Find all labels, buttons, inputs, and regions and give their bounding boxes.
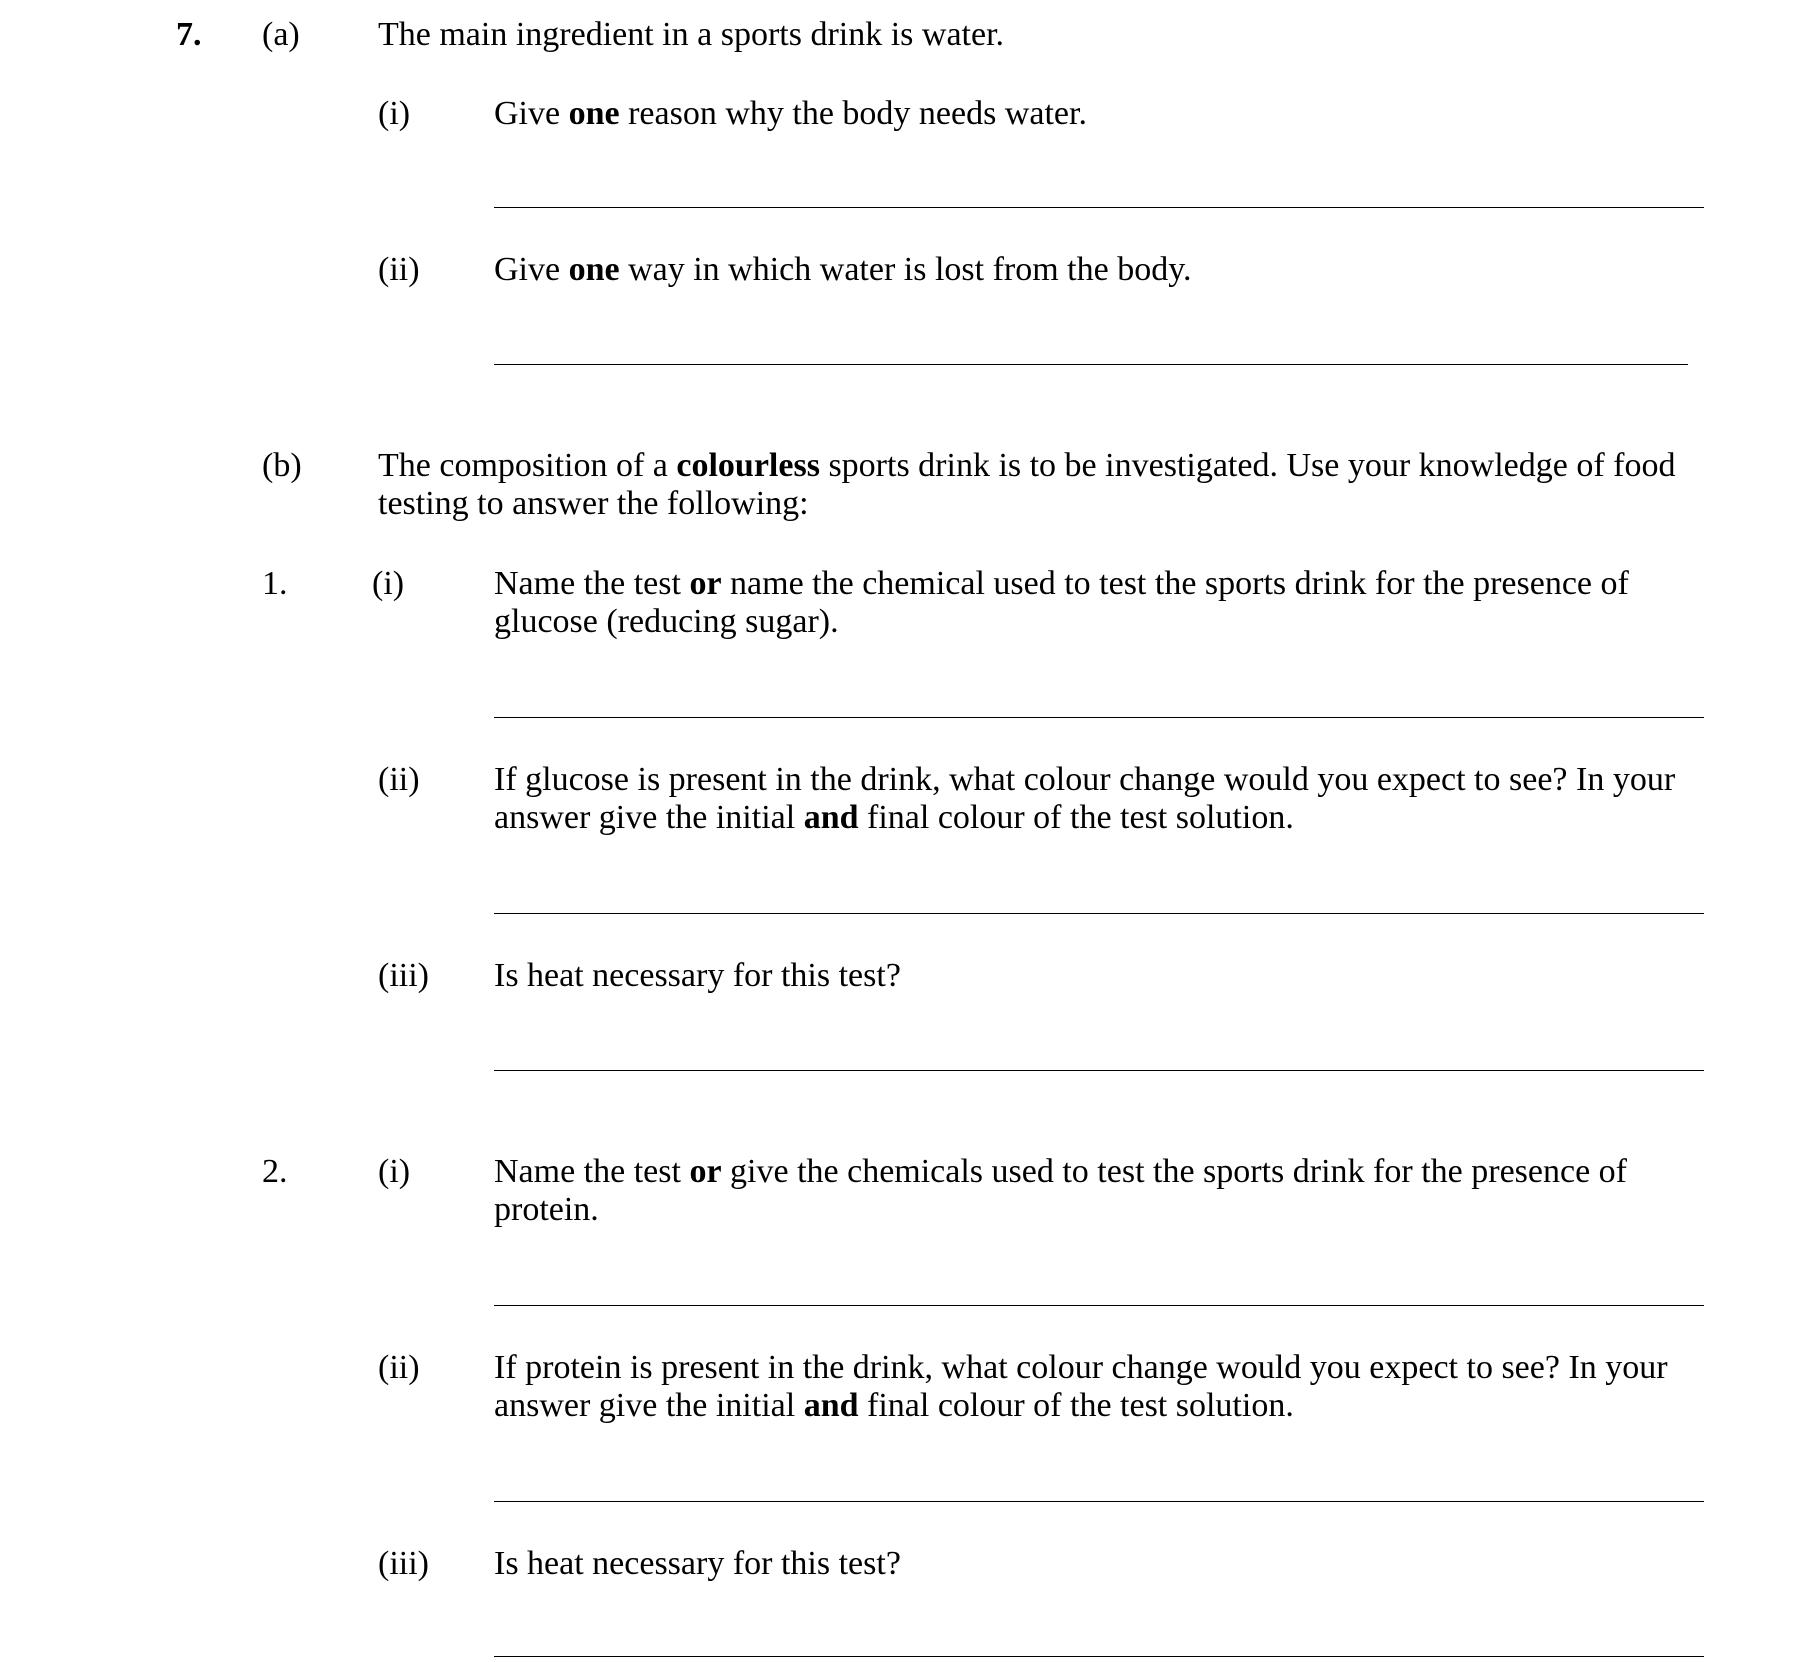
b2-iii-question: Is heat necessary for this test?: [494, 1545, 901, 1582]
a-i-question: Give one reason why the body needs water.: [494, 95, 1087, 132]
b2-i-label: (i): [378, 1153, 411, 1190]
section-2-number: 2.: [262, 1153, 288, 1190]
a-ii-question: Give one way in which water is lost from the body.: [494, 251, 1192, 288]
b1-i-label: (i): [372, 565, 405, 602]
b1-ii-question: If glucose is present in the drink, what colour change would you expect to see? In your answer give the initial and final colour of the test solution.: [494, 761, 1676, 836]
b1-ii-answer-line[interactable]: [494, 913, 1704, 914]
b1-iii-question: Is heat necessary for this test?: [494, 957, 901, 994]
part-a-label: (a): [262, 16, 300, 53]
b2-iii-label: (iii): [378, 1545, 429, 1582]
a-i-label: (i): [378, 95, 411, 132]
b2-iii-answer-line[interactable]: [494, 1656, 1704, 1657]
part-b-stem: The composition of a colourless sports drink is to be investigated. Use your knowledge of food testing to answer the following:: [378, 447, 1676, 522]
question-number: 7.: [176, 16, 202, 53]
a-ii-answer-line[interactable]: [494, 364, 1688, 365]
b1-iii-label: (iii): [378, 957, 429, 994]
b1-iii-answer-line[interactable]: [494, 1070, 1704, 1071]
b2-ii-question: If protein is present in the drink, what colour change would you expect to see? In your answer give the initial and final colour of the test solution.: [494, 1349, 1668, 1424]
b2-ii-answer-line[interactable]: [494, 1501, 1704, 1502]
b1-ii-label: (ii): [378, 761, 420, 798]
a-ii-label: (ii): [378, 251, 420, 288]
section-1-number: 1.: [262, 565, 288, 602]
b2-i-question: Name the test or give the chemicals used to test the sports drink for the presence of protein.: [494, 1153, 1627, 1228]
b1-i-question: Name the test or name the chemical used to test the sports drink for the presence of glucose (reducing sugar).: [494, 565, 1629, 640]
b2-i-answer-line[interactable]: [494, 1305, 1704, 1306]
part-b-label: (b): [262, 447, 302, 484]
a-i-answer-line[interactable]: [494, 207, 1704, 208]
b2-ii-label: (ii): [378, 1349, 420, 1386]
part-a-stem: The main ingredient in a sports drink is water.: [378, 16, 1005, 53]
b1-i-answer-line[interactable]: [494, 717, 1704, 718]
